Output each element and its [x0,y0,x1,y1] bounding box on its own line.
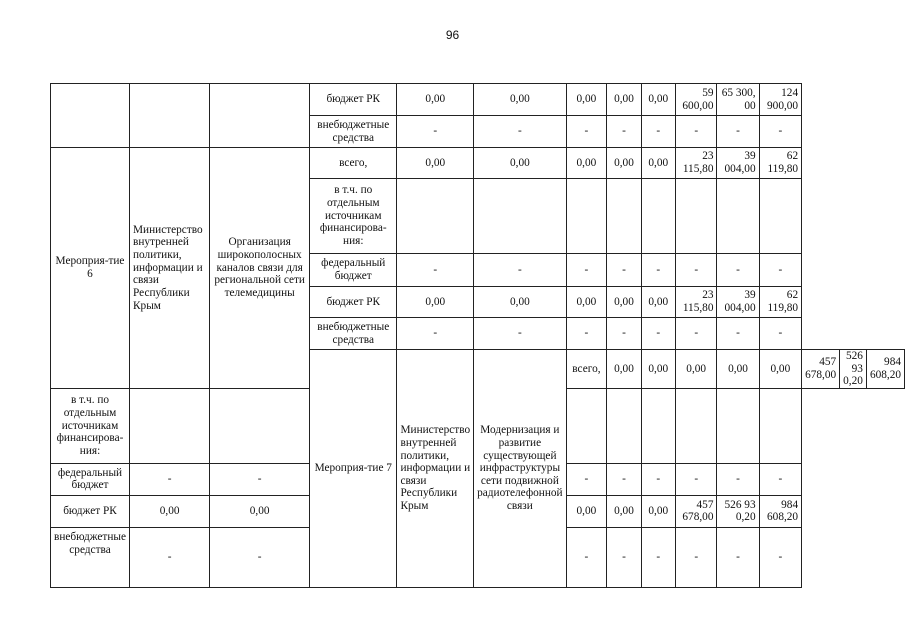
dash-cell: - [759,527,801,587]
value-cell: 0,00 [397,148,474,179]
dash-cell: - [675,254,717,287]
value-cell: 0,00 [566,287,607,318]
value-cell: 0,00 [759,350,801,389]
value-cell: 23 115,80 [675,287,717,318]
value-cell: 0,00 [641,287,675,318]
dash-cell: - [641,254,675,287]
empty-cell [130,388,210,463]
empty-cell [675,388,717,463]
value-cell: 0,00 [717,350,759,389]
table-row [51,148,905,179]
value-cell: 0,00 [474,287,566,318]
empty-cell [641,179,675,254]
value-cell: 0,00 [397,84,474,116]
event7-name: Мероприя-тие 7 [310,350,397,588]
cont-description-cell [210,84,310,148]
value-cell: 23 115,80 [675,148,717,179]
value-cell: 0,00 [641,148,675,179]
dash-cell: - [759,463,801,495]
event6-description: Организация широкополосных каналов связи для региональной сети телемедицины [210,148,310,389]
value-cell: 0,00 [607,287,641,318]
dash-cell: - [717,527,759,587]
dash-cell: - [474,318,566,350]
table-row [51,84,905,116]
dash-cell: - [759,116,801,148]
dash-cell: - [397,254,474,287]
empty-cell [759,388,801,463]
value-cell: 39 004,00 [717,287,759,318]
row-label: в т.ч. по отдельным источникам финансирова-ния: [310,179,397,254]
empty-cell [397,179,474,254]
dash-cell: - [607,116,641,148]
event6-executor: Министерство внутренней политики, информации и связи Республики Крым [130,148,210,389]
dash-cell: - [474,116,566,148]
dash-cell: - [641,463,675,495]
value-cell: 39 004,00 [717,148,759,179]
row-label: внебюджетные средства [51,527,130,587]
dash-cell: - [397,116,474,148]
value-cell: 0,00 [641,84,675,116]
value-cell: 0,00 [566,495,607,527]
dash-cell: - [130,463,210,495]
dash-cell: - [566,254,607,287]
dash-cell: - [675,463,717,495]
row-label: бюджет РК [51,495,130,527]
value-cell: 457 678,00 [675,495,717,527]
dash-cell: - [566,116,607,148]
dash-cell: - [607,527,641,587]
row-label: в т.ч. по отдельным источникам финансирова-ния: [51,388,130,463]
value-cell: 526 93 0,20 [840,350,867,389]
value-cell: 0,00 [397,287,474,318]
row-label: внебюджетные средства [310,116,397,148]
dash-cell: - [607,463,641,495]
dash-cell: - [210,527,310,587]
empty-cell [717,388,759,463]
value-cell: 0,00 [566,148,607,179]
value-cell: 0,00 [474,148,566,179]
page-number: 96 [445,28,460,42]
dash-cell: - [717,254,759,287]
row-label: федеральный бюджет [310,254,397,287]
value-cell: 0,00 [607,148,641,179]
empty-cell [759,179,801,254]
value-cell: 59 600,00 [675,84,717,116]
event7-description: Модернизация и развитие существующей инфраструктуры сети подвижной радиотелефонной связи [474,350,566,588]
empty-cell [566,388,607,463]
dash-cell: - [641,116,675,148]
dash-cell: - [759,254,801,287]
dash-cell: - [474,254,566,287]
value-cell: 65 300, 00 [717,84,759,116]
value-cell: 0,00 [566,84,607,116]
dash-cell: - [210,463,310,495]
dash-cell: - [566,318,607,350]
event6-name: Мероприя-тие 6 [51,148,130,389]
value-cell: 457 678,00 [802,350,840,389]
empty-cell [607,388,641,463]
value-cell: 0,00 [675,350,717,389]
cont-event-cell [51,84,130,148]
dash-cell: - [641,527,675,587]
value-cell: 62 119,80 [759,148,801,179]
value-cell: 526 93 0,20 [717,495,759,527]
dash-cell: - [130,527,210,587]
dash-cell: - [675,116,717,148]
dash-cell: - [675,318,717,350]
value-cell: 62 119,80 [759,287,801,318]
row-label: внебюджетные средства [310,318,397,350]
dash-cell: - [717,463,759,495]
row-label: всего, [310,148,397,179]
empty-cell [641,388,675,463]
dash-cell: - [566,527,607,587]
value-cell: 0,00 [130,495,210,527]
dash-cell: - [641,318,675,350]
dash-cell: - [717,116,759,148]
dash-cell: - [717,318,759,350]
budget-table [50,83,905,588]
empty-cell [210,388,310,463]
dash-cell: - [675,527,717,587]
empty-cell [607,179,641,254]
value-cell: 0,00 [607,495,641,527]
value-cell: 984 608,20 [759,495,801,527]
value-cell: 0,00 [641,495,675,527]
empty-cell [566,179,607,254]
dash-cell: - [759,318,801,350]
empty-cell [717,179,759,254]
row-label: федеральный бюджет [51,463,130,495]
row-label: бюджет РК [310,287,397,318]
dash-cell: - [397,318,474,350]
dash-cell: - [607,318,641,350]
value-cell: 0,00 [607,84,641,116]
value-cell: 0,00 [474,84,566,116]
empty-cell [675,179,717,254]
value-cell: 0,00 [607,350,641,389]
row-label: бюджет РК [310,84,397,116]
value-cell: 0,00 [210,495,310,527]
dash-cell: - [566,463,607,495]
empty-cell [474,179,566,254]
row-label: всего, [566,350,607,389]
value-cell: 984 608,20 [866,350,904,389]
cont-executor-cell [130,84,210,148]
value-cell: 124 900,00 [759,84,801,116]
event7-executor: Министерство внутренней политики, информации и связи Республики Крым [397,350,474,588]
value-cell: 0,00 [641,350,675,389]
dash-cell: - [607,254,641,287]
